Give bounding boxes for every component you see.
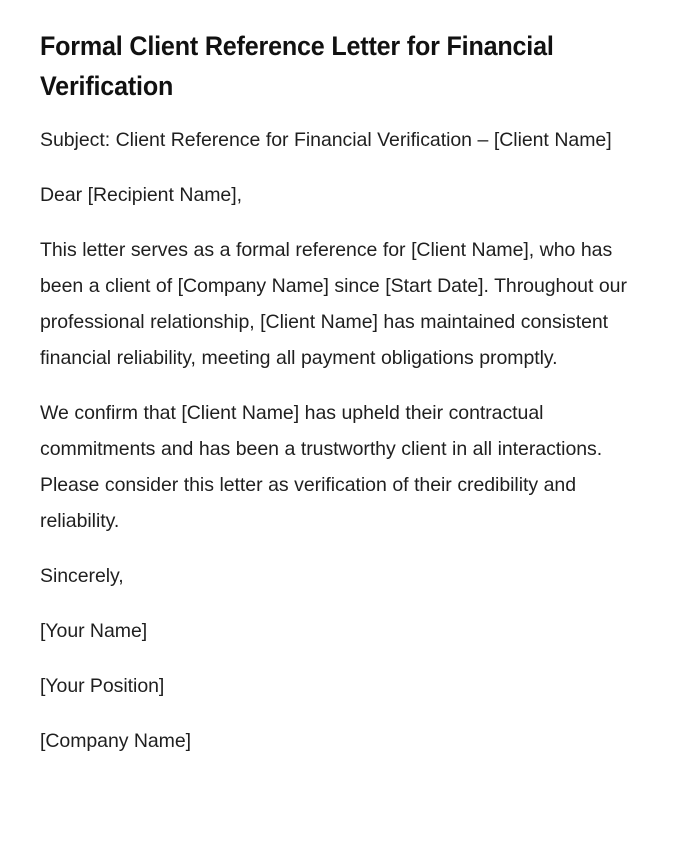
letter-body xyxy=(40,122,635,759)
closing-salutation: Sincerely, xyxy=(40,565,124,587)
page-title: Formal Client Reference Letter for Financial Verification xyxy=(40,31,554,101)
signature-company-name: [Company Name] xyxy=(40,730,192,752)
subject-line: Subject: Client Reference for Financial Verification – [Client Name] xyxy=(40,129,612,151)
signature-your-position: [Your Position] xyxy=(40,675,165,697)
body-paragraph-2: We confirm that [Client Name] has upheld their contractual commitments and has been a trustworthy client in all interactions. Please consider this letter as verification of their credibility and reliability. xyxy=(40,402,603,532)
salutation: Dear [Recipient Name], xyxy=(40,184,242,206)
body-paragraph-1: This letter serves as a formal reference for [Client Name], who has been a client of [Company Name] since [Start Date]. Throughout our professional relationship, [Client Name] has maintained consistent financial reliability, meeting all payment obligations promptly. xyxy=(40,239,627,369)
signature-your-name: [Your Name] xyxy=(40,620,148,642)
